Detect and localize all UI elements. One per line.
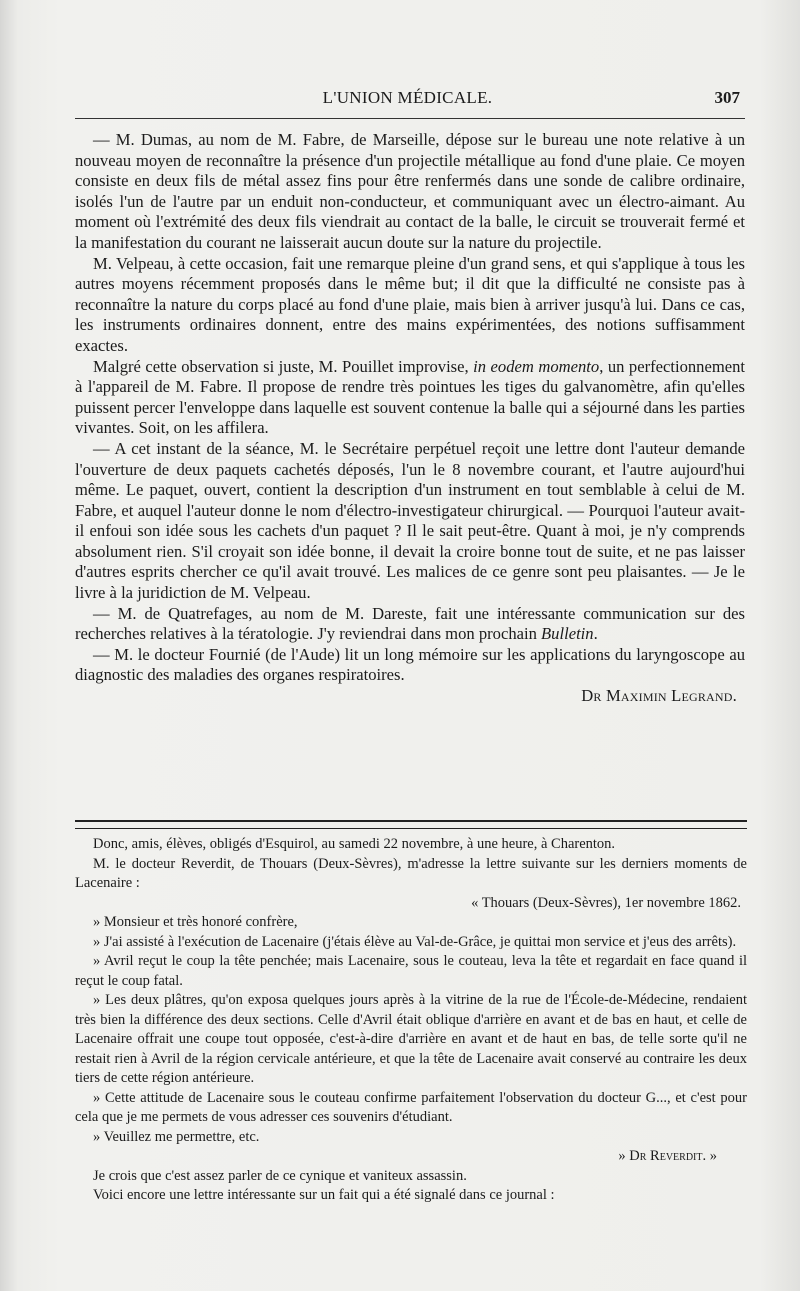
letter-closing: » Veuillez me permettre, etc. (93, 1128, 260, 1145)
letter-date: « Thouars (Deux-Sèvres), 1er novembre 1862. (471, 894, 741, 911)
academy-report (75, 130, 745, 707)
letter-signature: » Dr Reverdit. » (618, 1148, 717, 1164)
paragraph-fournie: — M. le docteur Fournié (de l'Aude) lit un long mémoire sur les applications du laryngoscope au diagnostic des maladies des organes respiratoires. (75, 644, 745, 685)
section-divider (75, 820, 747, 829)
paragraph-quatrefages: — M. de Quatrefages, au nom de M. Dareste, fait une intéressante communication sur des recherches relatives à la tératologie. J'y reviendrai dans mon prochain Bulletin. (75, 603, 745, 644)
intro-reverdit: M. le docteur Reverdit, de Thouars (Deux-Sèvres), m'adresse la lettre suivante sur les derniers moments de Lacenaire : (75, 855, 747, 891)
signature-title: Dr (581, 686, 602, 706)
header-rule (75, 118, 745, 119)
letter-salutation: » Monsieur et très honoré confrère, (93, 914, 298, 930)
page-number: 307 (714, 88, 740, 107)
paragraph-pouillet: Malgré cette observation si juste, M. Pouillet improvise, in eodem momento, un perfectionnement à l'appareil de M. Fabre. Il propose de rendre très pointues les tiges du galvanomètre, afin qu'elles puissent percer l'enveloppe dans laquelle est souvent contenue la balle qui a séjourné dans les parties vivantes. Soit, on les affilera. (75, 356, 746, 438)
next-letter-intro: Voici encore une lettre intéressante sur un fait qui a été signalé dans ce journal : (93, 1187, 555, 1203)
letter-paragraph-4: » Cette attitude de Lacenaire sous le couteau confirme parfaitement l'observation du docteur G..., et c'est pour cela que je me permets de vous adresser ces souvenirs d'étudiant. (75, 1089, 747, 1125)
author-signature (75, 686, 745, 707)
bulletin-title: Bulletin (541, 624, 594, 644)
after-letter-remark: Je crois que c'est assez parler de ce cynique et vaniteux assassin. (93, 1167, 467, 1184)
signature-name: Maximin Legrand. (605, 686, 737, 706)
letter-paragraph-2: » Avril reçut le coup la tête penchée; mais Lacenaire, sous le couteau, leva la tête et regardait en face quand il reçut le coup fatal. (75, 953, 747, 989)
paragraph-fabre: — M. Dumas, au nom de M. Fabre, de Marseille, dépose sur le bureau une note relative à un nouveau moyen de reconnaître la présence d'un projectile métallique au fond d'une plaie. Ce moyen consiste en deux fils de métal assez fins pour être renfermés dans une sonde de calibre ordinaire, isolés l'un de l'autre par un enduit non-conducteur, et communiquant avec un électro-aimant. Au moment où l'extrémité des deux fils viendrait au contact de la balle, le circuit se trouverait fermé et la manifestation du courant ne laisserait aucun doute sur la nature du projectile. (75, 130, 745, 252)
running-title: L'UNION MÉDICALE. (322, 88, 493, 107)
intro-line: Donc, amis, élèves, obligés d'Esquirol, au samedi 22 novembre, à une heure, à Charenton. (93, 836, 616, 852)
page-header (75, 88, 740, 112)
paragraph-sealed-packets: — A cet instant de la séance, M. le Secrétaire perpétuel reçoit une lettre dont l'auteur demande l'ouverture de deux paquets cachetés déposés, l'un le 8 novembre courant, et l'autre aujourd'hui même. Le paquet, ouvert, contient la description d'un instrument en tout semblable à celui de M. Fabre, et auquel l'auteur donne le nom d'électro-investigateur chirurgical. — Pourquoi l'auteur avait-il enfoui son idée sous les cachets d'un paquet ? Il le sait peut-être. Quant à moi, je n'y comprends absolument rien. S'il croyait son idée bonne, il devait la croire bonne tout de suite, et ne pas laisser d'autres esprits chercher ce qu'il avait trouvé. Les malices de ce genre sont peu plaisantes. — Je le livre à la juridiction de M. Velpeau. (75, 438, 745, 603)
latin-phrase: in eodem momento (473, 356, 600, 376)
letter-paragraph-1: » J'ai assisté à l'exécution de Lacenaire (j'étais élève au Val-de-Grâce, je quittai mon service et j'eus des arrêts). (93, 933, 737, 950)
letter-paragraph-3: » Les deux plâtres, qu'on exposa quelques jours après à la vitrine de la rue de l'École-de-Médecine, rendaient très bien la différence des deux sections. Celle d'Avril était oblique d'arrière en avant et de bas en haut, et celle de Lacenaire offrait une coupe tout opposée, c'est-à-dire d'arrière en avant et de haut en bas, de telle sorte qu'il ne restait rien à Avril de la région cervicale antérieure, et que la tête de Lacenaire avait conservé au contraire les deux tiers de cette région antérieure. (75, 992, 747, 1086)
paragraph-velpeau: M. Velpeau, à cette occasion, fait une remarque pleine d'un grand sens, et qui s'applique à tous les autres moyens récemment proposés dans le même but; il dit que la difficulté ne consiste pas à reconnaître la nature du corps placé au fond d'une plaie, mais bien à arriver jusqu'à lui. Dans ce cas, les instruments ordinaires donnent, entre des mains expérimentées, des notions suffisamment exactes. (75, 253, 745, 355)
feuilleton-section (75, 835, 747, 1206)
